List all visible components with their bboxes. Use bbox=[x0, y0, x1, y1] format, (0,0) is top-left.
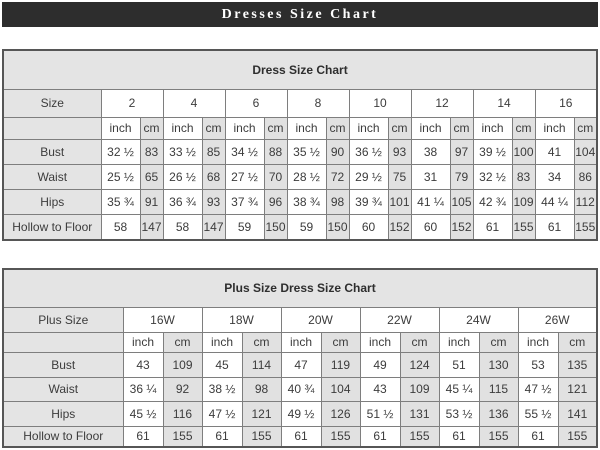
table-row bbox=[3, 214, 597, 240]
unit-cm-cell: cm bbox=[202, 117, 225, 139]
value-inch-cell: 25 ½ bbox=[101, 164, 140, 189]
table-row bbox=[3, 269, 597, 307]
value-cm-cell: 98 bbox=[326, 189, 349, 214]
value-inch-cell: 59 bbox=[225, 214, 264, 240]
unit-inch-cell: inch bbox=[473, 117, 512, 139]
value-cm-cell: 109 bbox=[512, 189, 535, 214]
value-inch-cell: 34 ½ bbox=[225, 139, 264, 164]
value-cm-cell: 86 bbox=[574, 164, 597, 189]
page-title: Dresses Size Chart bbox=[221, 6, 379, 22]
unit-inch-cell: inch bbox=[281, 332, 321, 352]
value-inch-cell: 32 ½ bbox=[473, 164, 512, 189]
table-row bbox=[3, 89, 597, 117]
table-row bbox=[3, 332, 597, 352]
value-inch-cell: 36 ¾ bbox=[163, 189, 202, 214]
measurement-label-cell: Bust bbox=[3, 352, 123, 377]
value-inch-cell: 43 bbox=[123, 352, 163, 377]
value-inch-cell: 61 bbox=[518, 426, 558, 447]
value-cm-cell: 119 bbox=[321, 352, 360, 377]
value-cm-cell: 136 bbox=[479, 401, 518, 426]
unit-inch-cell: inch bbox=[287, 117, 326, 139]
unit-cm-cell: cm bbox=[242, 332, 281, 352]
value-cm-cell: 155 bbox=[321, 426, 360, 447]
value-cm-cell: 114 bbox=[242, 352, 281, 377]
value-inch-cell: 55 ½ bbox=[518, 401, 558, 426]
value-inch-cell: 39 ¾ bbox=[349, 189, 388, 214]
size-header-cell: 20W bbox=[281, 307, 360, 332]
value-inch-cell: 36 ½ bbox=[349, 139, 388, 164]
value-inch-cell: 53 bbox=[518, 352, 558, 377]
table-row bbox=[3, 50, 597, 89]
size-header-cell: 2 bbox=[101, 89, 163, 117]
table-row bbox=[3, 307, 597, 332]
value-cm-cell: 65 bbox=[140, 164, 163, 189]
value-inch-cell: 61 bbox=[202, 426, 242, 447]
unit-cm-cell: cm bbox=[450, 117, 473, 139]
value-cm-cell: 126 bbox=[321, 401, 360, 426]
value-cm-cell: 152 bbox=[450, 214, 473, 240]
value-inch-cell: 27 ½ bbox=[225, 164, 264, 189]
size-header-cell: 22W bbox=[360, 307, 439, 332]
value-cm-cell: 68 bbox=[202, 164, 225, 189]
value-inch-cell: 45 ½ bbox=[123, 401, 163, 426]
value-inch-cell: 60 bbox=[349, 214, 388, 240]
value-cm-cell: 97 bbox=[450, 139, 473, 164]
measurement-label-cell: Hips bbox=[3, 189, 101, 214]
value-inch-cell: 61 bbox=[123, 426, 163, 447]
value-cm-cell: 155 bbox=[512, 214, 535, 240]
value-cm-cell: 155 bbox=[163, 426, 202, 447]
value-cm-cell: 109 bbox=[400, 377, 439, 401]
unit-inch-cell: inch bbox=[202, 332, 242, 352]
value-inch-cell: 61 bbox=[439, 426, 479, 447]
table-row bbox=[3, 401, 597, 426]
table-row bbox=[3, 352, 597, 377]
value-cm-cell: 70 bbox=[264, 164, 287, 189]
value-cm-cell: 155 bbox=[574, 214, 597, 240]
value-cm-cell: 72 bbox=[326, 164, 349, 189]
value-cm-cell: 98 bbox=[242, 377, 281, 401]
size-header-cell: 10 bbox=[349, 89, 411, 117]
value-cm-cell: 121 bbox=[242, 401, 281, 426]
value-cm-cell: 135 bbox=[558, 352, 597, 377]
value-inch-cell: 35 ¾ bbox=[101, 189, 140, 214]
table-row bbox=[3, 377, 597, 401]
value-inch-cell: 41 bbox=[535, 139, 574, 164]
value-inch-cell: 39 ½ bbox=[473, 139, 512, 164]
value-cm-cell: 83 bbox=[140, 139, 163, 164]
value-cm-cell: 104 bbox=[574, 139, 597, 164]
value-cm-cell: 124 bbox=[400, 352, 439, 377]
value-cm-cell: 83 bbox=[512, 164, 535, 189]
value-inch-cell: 35 ½ bbox=[287, 139, 326, 164]
value-cm-cell: 105 bbox=[450, 189, 473, 214]
value-cm-cell: 116 bbox=[163, 401, 202, 426]
value-cm-cell: 112 bbox=[574, 189, 597, 214]
value-inch-cell: 47 ½ bbox=[518, 377, 558, 401]
value-cm-cell: 147 bbox=[202, 214, 225, 240]
unit-inch-cell: inch bbox=[439, 332, 479, 352]
unit-cm-cell: cm bbox=[479, 332, 518, 352]
value-inch-cell: 47 bbox=[281, 352, 321, 377]
value-cm-cell: 96 bbox=[264, 189, 287, 214]
value-cm-cell: 141 bbox=[558, 401, 597, 426]
value-cm-cell: 155 bbox=[400, 426, 439, 447]
value-cm-cell: 155 bbox=[479, 426, 518, 447]
unit-cm-cell: cm bbox=[163, 332, 202, 352]
value-cm-cell: 90 bbox=[326, 139, 349, 164]
measurement-label-cell: Waist bbox=[3, 164, 101, 189]
dress-size-chart-table bbox=[2, 49, 598, 241]
unit-cm-cell: cm bbox=[321, 332, 360, 352]
value-inch-cell: 29 ½ bbox=[349, 164, 388, 189]
value-cm-cell: 115 bbox=[479, 377, 518, 401]
size-header-cell: 8 bbox=[287, 89, 349, 117]
unit-row-spacer-cell bbox=[3, 332, 123, 352]
value-inch-cell: 49 bbox=[360, 352, 400, 377]
unit-row-spacer-cell bbox=[3, 117, 101, 139]
value-cm-cell: 91 bbox=[140, 189, 163, 214]
value-cm-cell: 100 bbox=[512, 139, 535, 164]
table-title: Dress Size Chart bbox=[3, 50, 597, 89]
size-label-cell: Plus Size bbox=[3, 307, 123, 332]
value-inch-cell: 38 ½ bbox=[202, 377, 242, 401]
value-cm-cell: 92 bbox=[163, 377, 202, 401]
value-cm-cell: 109 bbox=[163, 352, 202, 377]
unit-inch-cell: inch bbox=[123, 332, 163, 352]
value-inch-cell: 34 bbox=[535, 164, 574, 189]
value-inch-cell: 44 ¼ bbox=[535, 189, 574, 214]
size-header-cell: 16 bbox=[535, 89, 597, 117]
value-inch-cell: 53 ½ bbox=[439, 401, 479, 426]
value-cm-cell: 121 bbox=[558, 377, 597, 401]
value-inch-cell: 49 ½ bbox=[281, 401, 321, 426]
value-cm-cell: 155 bbox=[558, 426, 597, 447]
table-row bbox=[3, 164, 597, 189]
unit-inch-cell: inch bbox=[535, 117, 574, 139]
unit-cm-cell: cm bbox=[326, 117, 349, 139]
value-cm-cell: 130 bbox=[479, 352, 518, 377]
table-title: Plus Size Dress Size Chart bbox=[3, 269, 597, 307]
value-inch-cell: 47 ½ bbox=[202, 401, 242, 426]
value-inch-cell: 38 ¾ bbox=[287, 189, 326, 214]
unit-inch-cell: inch bbox=[163, 117, 202, 139]
table-row bbox=[3, 139, 597, 164]
table-row bbox=[3, 117, 597, 139]
measurement-label-cell: Hollow to Floor bbox=[3, 214, 101, 240]
measurement-label-cell: Bust bbox=[3, 139, 101, 164]
measurement-label-cell: Waist bbox=[3, 377, 123, 401]
value-inch-cell: 61 bbox=[535, 214, 574, 240]
value-cm-cell: 101 bbox=[388, 189, 411, 214]
value-inch-cell: 38 bbox=[411, 139, 450, 164]
value-inch-cell: 31 bbox=[411, 164, 450, 189]
size-header-cell: 6 bbox=[225, 89, 287, 117]
value-cm-cell: 93 bbox=[202, 189, 225, 214]
unit-inch-cell: inch bbox=[360, 332, 400, 352]
table-row bbox=[3, 426, 597, 447]
value-inch-cell: 61 bbox=[473, 214, 512, 240]
value-inch-cell: 61 bbox=[360, 426, 400, 447]
value-cm-cell: 75 bbox=[388, 164, 411, 189]
unit-inch-cell: inch bbox=[411, 117, 450, 139]
value-inch-cell: 40 ¾ bbox=[281, 377, 321, 401]
size-header-cell: 4 bbox=[163, 89, 225, 117]
value-inch-cell: 43 bbox=[360, 377, 400, 401]
value-inch-cell: 41 ¼ bbox=[411, 189, 450, 214]
unit-inch-cell: inch bbox=[349, 117, 388, 139]
value-cm-cell: 147 bbox=[140, 214, 163, 240]
size-header-cell: 18W bbox=[202, 307, 281, 332]
size-label-cell: Size bbox=[3, 89, 101, 117]
value-inch-cell: 51 bbox=[439, 352, 479, 377]
value-inch-cell: 61 bbox=[281, 426, 321, 447]
value-inch-cell: 42 ¾ bbox=[473, 189, 512, 214]
value-inch-cell: 37 ¾ bbox=[225, 189, 264, 214]
value-cm-cell: 85 bbox=[202, 139, 225, 164]
unit-cm-cell: cm bbox=[512, 117, 535, 139]
page-header-bar bbox=[2, 2, 598, 27]
size-header-cell: 24W bbox=[439, 307, 518, 332]
measurement-label-cell: Hollow to Floor bbox=[3, 426, 123, 447]
measurement-label-cell: Hips bbox=[3, 401, 123, 426]
value-inch-cell: 58 bbox=[101, 214, 140, 240]
value-inch-cell: 51 ½ bbox=[360, 401, 400, 426]
size-header-cell: 12 bbox=[411, 89, 473, 117]
value-cm-cell: 152 bbox=[388, 214, 411, 240]
value-cm-cell: 93 bbox=[388, 139, 411, 164]
plus-size-dress-size-chart-table bbox=[2, 268, 598, 448]
value-inch-cell: 58 bbox=[163, 214, 202, 240]
value-inch-cell: 59 bbox=[287, 214, 326, 240]
value-inch-cell: 45 ¼ bbox=[439, 377, 479, 401]
unit-cm-cell: cm bbox=[388, 117, 411, 139]
unit-inch-cell: inch bbox=[101, 117, 140, 139]
value-cm-cell: 150 bbox=[326, 214, 349, 240]
table-row bbox=[3, 189, 597, 214]
size-header-cell: 26W bbox=[518, 307, 597, 332]
size-header-cell: 14 bbox=[473, 89, 535, 117]
value-inch-cell: 45 bbox=[202, 352, 242, 377]
value-cm-cell: 79 bbox=[450, 164, 473, 189]
unit-inch-cell: inch bbox=[225, 117, 264, 139]
value-cm-cell: 150 bbox=[264, 214, 287, 240]
value-inch-cell: 36 ¼ bbox=[123, 377, 163, 401]
unit-cm-cell: cm bbox=[400, 332, 439, 352]
value-cm-cell: 155 bbox=[242, 426, 281, 447]
unit-inch-cell: inch bbox=[518, 332, 558, 352]
value-inch-cell: 26 ½ bbox=[163, 164, 202, 189]
unit-cm-cell: cm bbox=[574, 117, 597, 139]
value-inch-cell: 32 ½ bbox=[101, 139, 140, 164]
value-inch-cell: 28 ½ bbox=[287, 164, 326, 189]
unit-cm-cell: cm bbox=[140, 117, 163, 139]
size-header-cell: 16W bbox=[123, 307, 202, 332]
value-cm-cell: 88 bbox=[264, 139, 287, 164]
value-cm-cell: 104 bbox=[321, 377, 360, 401]
unit-cm-cell: cm bbox=[264, 117, 287, 139]
value-inch-cell: 33 ½ bbox=[163, 139, 202, 164]
value-cm-cell: 131 bbox=[400, 401, 439, 426]
unit-cm-cell: cm bbox=[558, 332, 597, 352]
value-inch-cell: 60 bbox=[411, 214, 450, 240]
